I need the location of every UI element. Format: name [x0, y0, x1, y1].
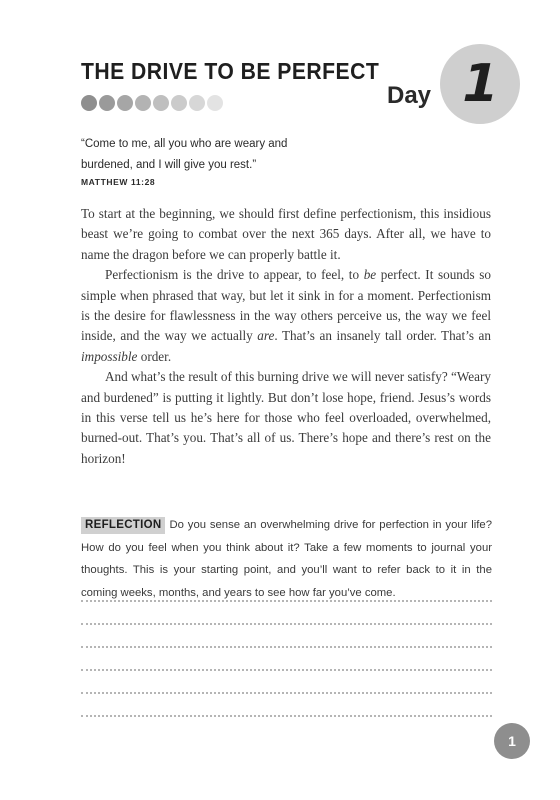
day-number-badge [440, 44, 520, 124]
paragraph-2-emphasis: are [257, 328, 275, 344]
paragraph-3: And what’s the result of this burning drive we will never satisfy? “Weary and burdened” is putting it lightly. But don’t lose hope, friend. Jesus’s words in this verse tell us he’s here for those who feel overloaded, overwhelmed, burned-out. That’s you. That’s all of us. There’s hope and there’s rest on the horizon! [81, 369, 491, 466]
journal-line[interactable] [81, 715, 492, 717]
progress-dot [117, 95, 133, 111]
paragraph-2-part: . That’s an insanely tall order. That’s an [274, 328, 491, 344]
journal-line[interactable] [81, 669, 492, 671]
paragraph-2-part: order. [137, 348, 172, 364]
reflection-text: Do you sense an overwhelming drive for perfection in your life? How do you feel when you think about it? Take a few moments to journal your thoughts. This is your starting point, and you’ll want to refer back to it in the coming weeks, months, and years to see how far you’ve come. [81, 519, 492, 599]
paragraph-2-emphasis: impossible [81, 348, 138, 364]
paragraph-1: To start at the beginning, we should first define perfectionism, this insidious beast we’re going to combat over the next 365 days. After all, we have to name the dragon before we can properly battle it. [81, 206, 491, 262]
progress-dot [153, 95, 169, 111]
day-number: 1 [455, 54, 505, 114]
paragraph-2 [81, 265, 491, 367]
progress-dot [189, 95, 205, 111]
progress-dots [81, 95, 223, 111]
journal-lines[interactable] [81, 600, 492, 738]
paragraph-2-emphasis: be [363, 267, 377, 283]
journal-line[interactable] [81, 692, 492, 694]
paragraph-2-part: Perfectionism is the drive to appear, to feel, to [105, 267, 364, 283]
reflection-label: REFLECTION [81, 517, 165, 534]
journal-line[interactable] [81, 600, 492, 602]
day-label: Day [387, 82, 432, 109]
page-title: THE DRIVE TO BE PERFECT [81, 58, 380, 84]
progress-dot [135, 95, 151, 111]
paragraph-2-part: perfect. It sounds so simple when phrased that way, but let it sink in for a moment. Perfectionism is the desire for flawlessness in the way others perceive us, the way we feel inside, and the way we actually [81, 267, 491, 344]
progress-dot [171, 95, 187, 111]
reflection-prompt [81, 514, 492, 604]
page-number: 1 [494, 723, 530, 759]
progress-dot [207, 95, 223, 111]
scripture-reference: MATTHEW 11:28 [81, 177, 156, 187]
progress-dot [99, 95, 115, 111]
scripture-quote: “Come to me, all you who are weary and burdened, and I will give you rest.” [81, 138, 288, 171]
journal-line[interactable] [81, 623, 492, 625]
journal-line[interactable] [81, 646, 492, 648]
progress-dot [81, 95, 97, 111]
body-text [81, 204, 491, 469]
